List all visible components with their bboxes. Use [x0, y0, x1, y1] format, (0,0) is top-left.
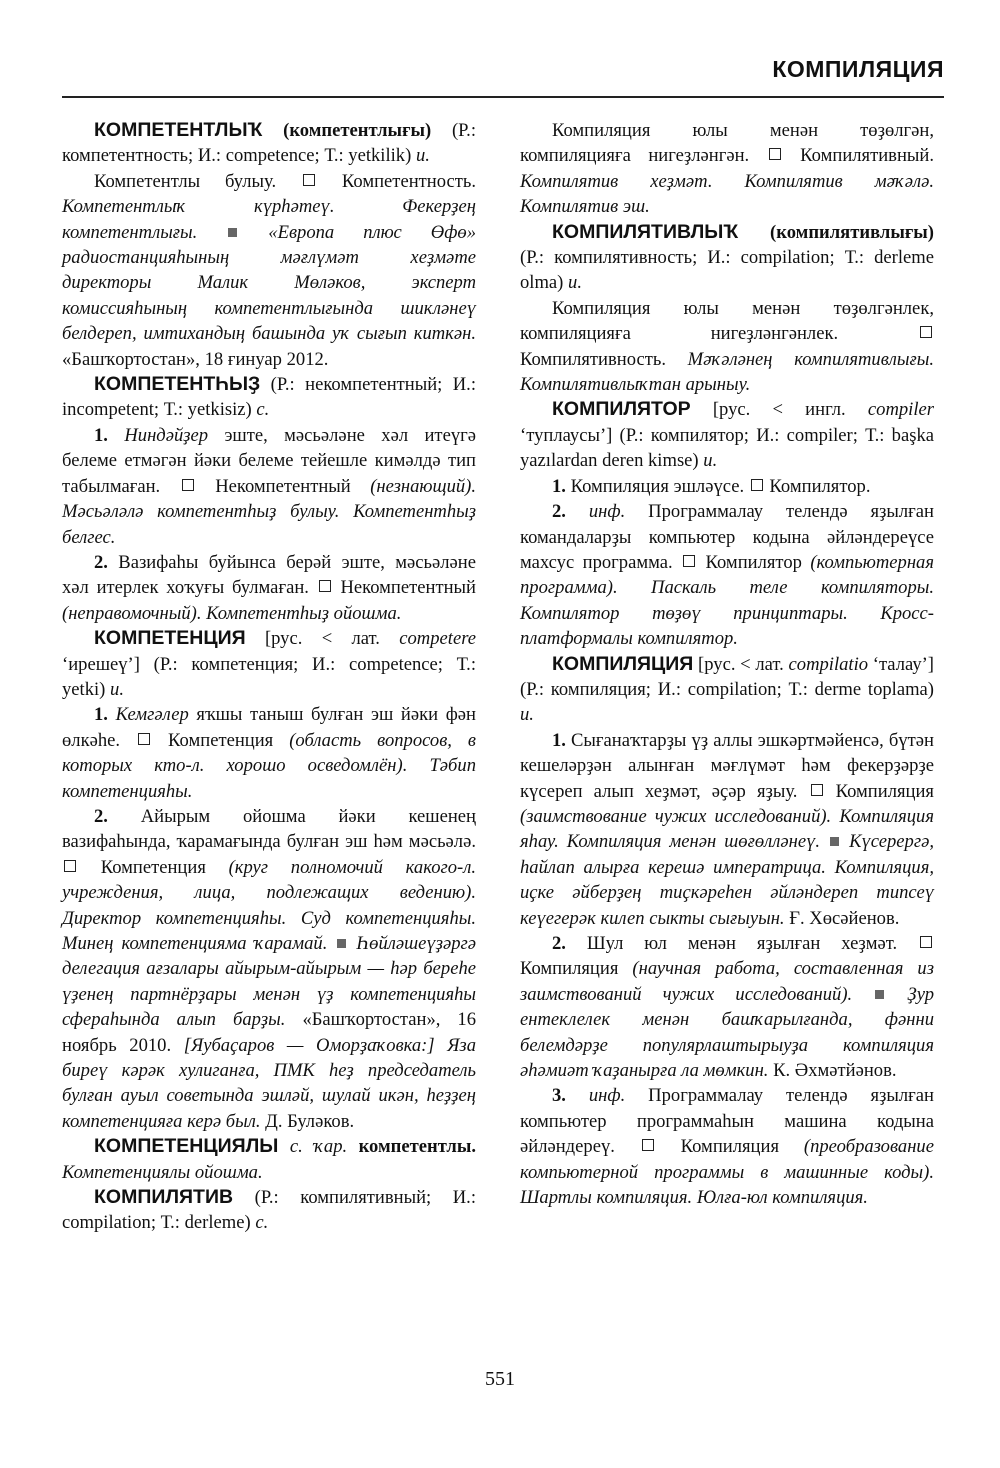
dictionary-paragraph	[520, 499, 934, 651]
dictionary-paragraph	[520, 397, 934, 473]
headword: КОМПИЛЯТИВ	[94, 1186, 234, 1209]
entry-text: и.	[568, 272, 582, 294]
entry-text: (Р.: компилятивность; И.: compilation; Т.: derleme olma)	[520, 247, 934, 294]
entry-text: (незнающий). Мәсьәләлә компетентһыҙ булыу. Компетентһыҙ белгес.	[62, 475, 476, 548]
entry-text: Компиляция	[824, 780, 934, 802]
entry-text: 1.	[552, 729, 566, 751]
entry-text: Компиляция юлы менән төҙөлгәнлек, компиляцияға нигеҙләнгәнлек.	[520, 297, 934, 345]
entry-text: Компилятор	[697, 551, 811, 573]
headword: КОМПЕТЕНЦИЯЛЫ	[94, 1135, 279, 1158]
entry-text: Д. Буләков.	[260, 1110, 355, 1132]
entry-text: «Европа плюс Өфө» радиостанцияһының мәғлүмәт хеҙмәте директоры Малик Мөләков, эксперт комиссияһының компетентлығында шикләнеү белдереп, имтихандың башында уҡ сығып киткән.	[62, 221, 476, 345]
citation-square-icon	[830, 837, 839, 846]
entry-text: [Яубаҫаров — Оморҙаҡовка:] Яза биреү кәрәк хулиганға, ПМК һеҙ председатель булған ауыл советында эшләй, шулай икән, һеҙҙең компетенцияға керә был.	[62, 1034, 476, 1132]
dictionary-paragraph	[62, 1134, 476, 1185]
headword: КОМПИЛЯТОР	[552, 398, 691, 421]
entry-text: с.	[256, 399, 270, 421]
dictionary-paragraph	[62, 804, 476, 1134]
entry-text: 1.	[552, 475, 566, 497]
left-column	[62, 118, 476, 1236]
page-number: 551	[485, 1368, 515, 1390]
entry-text: (компьютерная программа). Паскаль теле компиляторы. Компилятор төҙөү принциптары. Кросс-платформалы компилятор.	[520, 551, 934, 650]
citation-square-icon	[228, 228, 237, 237]
entry-text: 2.	[552, 933, 566, 954]
entry-text: Компилятив хеҙмәт. Компилятив мәҡәлә. Компилятив эш.	[520, 170, 934, 218]
entry-text: компетентлы.	[347, 1136, 476, 1158]
dictionary-paragraph	[62, 702, 476, 804]
equivalent-box-icon	[920, 326, 932, 338]
equivalent-box-icon	[182, 479, 194, 491]
entry-text: 1.	[94, 424, 108, 446]
entry-text: 2.	[94, 805, 108, 827]
headword: КОМПИЛЯЦИЯ	[552, 652, 694, 675]
entry-text: (Р.: некомпетентный; И.: incompetent; Т.: yetkisiz)	[62, 374, 476, 421]
entry-text: [рус. < лат.	[693, 653, 789, 675]
headword: КОМПЕТЕНТҺЫҘ	[94, 373, 261, 396]
equivalent-box-icon	[683, 555, 695, 567]
dictionary-paragraph	[62, 550, 476, 626]
equivalent-box-icon	[920, 936, 932, 948]
entry-text: compiler	[867, 399, 934, 421]
entry-text	[108, 704, 116, 725]
entry-text: 1.	[94, 704, 108, 726]
entry-text	[108, 425, 124, 446]
right-column	[520, 118, 934, 1210]
equivalent-box-icon	[751, 479, 763, 491]
citation-square-icon	[337, 939, 346, 948]
entry-text: [рус. < лат.	[245, 628, 400, 650]
entry-text: Компетентность.	[317, 170, 476, 192]
equivalent-box-icon	[64, 860, 76, 872]
entry-text: Компилятивность.	[520, 348, 688, 370]
entry-text	[566, 1085, 589, 1106]
entry-text: compilatio	[788, 653, 869, 675]
header-rule	[62, 96, 944, 98]
dictionary-paragraph	[520, 1083, 934, 1210]
entry-text: (преобразование компьютерной программы в машинные коды). Шартлы компиляция. Юлға-юл компиляция.	[520, 1136, 934, 1209]
dictionary-paragraph	[62, 1185, 476, 1236]
entry-text: Компетентлыҡ күрһәтеү. Фекерҙең компетентлығы.	[62, 196, 476, 243]
entry-text: и.	[520, 704, 534, 726]
entry-text: Сығанаҡтарҙы үҙ аллы эшкәртмәйенсә, бүтән кешеләрҙән алынған мәғлүмәт һәм фекерҙәрҙе күсереп алып хеҙмәт, әҫәр яҙыу.	[520, 729, 934, 802]
running-head: КОМПИЛЯЦИЯ	[772, 56, 944, 82]
entry-text: Компилятивный.	[782, 145, 934, 167]
equivalent-box-icon	[642, 1139, 654, 1151]
dictionary-paragraph	[520, 728, 934, 931]
entry-text: Һөйләшеүҙәргә делегация ағзалары айырым-айырым — һәр береһе үҙенең партнёрҙары менән үҙ компетенцияһы сфераһында алып барҙы.	[62, 933, 477, 1031]
entry-text: (Р.: компилятивный; И.: compilation; Т.: derleme)	[62, 1187, 476, 1234]
entry-text: с.	[255, 1212, 269, 1234]
entry-text: (компетентлығы)	[262, 120, 432, 141]
entry-text: Программалау телендә яҙылған командаларҙы компьютер кодына әйләндереүсе махсус программа.	[520, 501, 934, 573]
entry-text: Шул юл менән яҙылған хеҙмәт.	[565, 933, 918, 954]
entry-text: (область вопросов, в которых кто-л. хорошо осведомлён). Тәбип компетенцияһы.	[62, 729, 476, 802]
entry-text: competere	[399, 628, 476, 650]
entry-text: Компетенциялы ойошма.	[62, 1161, 263, 1183]
entry-text: (Р.: компетентность; И.: competence; Т.: yetkilik)	[62, 120, 476, 167]
entry-text: Мәҡәләнең компилятивлығы. Компилятивлыҡтан арыныу.	[520, 348, 934, 396]
entry-text: Компетенция	[152, 729, 290, 751]
headword: КОМПЕТЕНЦИЯ	[94, 627, 246, 650]
entry-text: яҡшы таныш булған эш йәки фән өлкәһе.	[62, 704, 476, 751]
entry-text: Компиляция	[520, 958, 633, 980]
entry-text: и.	[415, 145, 430, 167]
dictionary-paragraph	[520, 652, 934, 728]
headword: КОМПЕТЕНТЛЫҠ	[94, 119, 263, 141]
dictionary-paragraph	[520, 474, 934, 499]
dictionary-paragraph	[62, 626, 476, 702]
entry-text: Күсерергә, һайлап алырға керешә императрица. Компиляция, иҫке әйберҙең тиҫкәреһен әйләндереп типсеү кеүегерәк килеп сыкты сығыуын.	[520, 831, 934, 929]
entry-text: ‘ирешеү’] (Р.: компетенция; И.: competence; Т.: yetki)	[62, 653, 476, 700]
entry-text: Ғ. Хөсәйенов.	[784, 907, 900, 929]
dictionary-paragraph	[62, 118, 476, 169]
dictionary-paragraph	[62, 372, 476, 423]
entry-text: «Башҡортостан», 18 ғинуар 2012.	[62, 348, 329, 370]
entry-text: Вазифаһы буйынса берәй эште, мәсьәләне хәл итерлек хоҡуғы булмаған.	[62, 551, 476, 599]
entry-text: 2.	[552, 501, 566, 523]
dictionary-paragraph	[520, 220, 934, 296]
entry-text: Компилятор.	[764, 475, 871, 497]
entry-text: 3.	[552, 1085, 566, 1107]
entry-text: и.	[110, 678, 124, 700]
entry-text: инф.	[588, 501, 626, 523]
entry-text: и.	[703, 450, 718, 472]
entry-text: эште, мәсьәләне хәл итеүгә белеме етмәгән йәки белеме тейешле кимәлдә тип табылмаған.	[62, 424, 476, 497]
headword: КОМПИЛЯТИВЛЫҠ	[552, 220, 739, 243]
equivalent-box-icon	[811, 784, 823, 796]
entry-text: Компиляция	[655, 1136, 804, 1158]
entry-text: Кемгәлер	[115, 704, 189, 726]
entry-text: Программалау телендә яҙылған компьютер программаһын машина кодына әйләндереү.	[520, 1085, 934, 1158]
entry-text: Ҙур ентеклелек менән башҡарылғанда, фәнни белемдәрҙе популярлаштырыуҙа компиляция әһәмиәт ҡаҙанырға ла мөмкин.	[520, 983, 934, 1082]
entry-text: (заимствование чужих исследований). Компиляция яһау. Компиляция менән шөғөлләнеү.	[520, 805, 934, 853]
dictionary-paragraph	[520, 296, 934, 398]
entry-text: Компетентлы булыу.	[94, 170, 302, 192]
entry-text	[566, 501, 589, 522]
dictionary-paragraph	[62, 423, 476, 550]
entry-text: К. Әхмәтйәнов.	[768, 1060, 897, 1082]
entry-text: Некомпетентный	[332, 577, 476, 599]
entry-text: инф.	[588, 1085, 626, 1107]
dictionary-paragraph	[520, 931, 934, 1083]
entry-text: (неправомочный). Компетентһыҙ ойошма.	[62, 602, 402, 624]
equivalent-box-icon	[769, 148, 781, 160]
entry-text: Ниндәйҙер	[124, 424, 209, 446]
entry-text: Компетенция	[78, 856, 229, 878]
equivalent-box-icon	[319, 580, 331, 592]
entry-text: Компиляция юлы менән төҙөлгән, компиляцияға нигеҙләнгән.	[520, 120, 934, 167]
entry-text: Айырым ойошма йәки кешенең вазифаһында, ҡарамағында булған эш һәм мәсьәлә.	[62, 805, 476, 853]
equivalent-box-icon	[138, 733, 150, 745]
entry-text: (круг полномочий какого-л. учреждения, лица, подлежащих ведению). Директор компетенцияһы. Суд компетенцияһы. Минең компетенцияма ҡарамай.	[62, 856, 476, 954]
entry-text: Некомпетентный	[195, 475, 371, 497]
citation-square-icon	[875, 990, 884, 999]
entry-text: ‘туплаусы’] (Р.: компилятор; И.: compiler; Т.: başka yazılardan deren kimse)	[520, 424, 934, 472]
equivalent-box-icon	[303, 174, 315, 186]
entry-text: 2.	[94, 551, 108, 573]
entry-text: ‘талау’] (Р.: компиляция; И.: compilation; Т.: derme toplama)	[520, 653, 934, 700]
entry-text: (компилятивлығы)	[738, 221, 934, 243]
entry-text: (научная работа, составленная из заимствований чужих исследований).	[520, 958, 934, 1005]
entry-text	[278, 1136, 289, 1157]
entry-text: Компиляция эшләүсе.	[565, 475, 749, 497]
dictionary-paragraph	[520, 118, 934, 220]
entry-text: с. ҡар.	[289, 1136, 348, 1158]
dictionary-paragraph	[62, 169, 476, 372]
entry-text: [рус. < ингл.	[690, 399, 868, 421]
entry-text: «Башҡортостан», 16 ноябрь 2010.	[62, 1009, 476, 1056]
